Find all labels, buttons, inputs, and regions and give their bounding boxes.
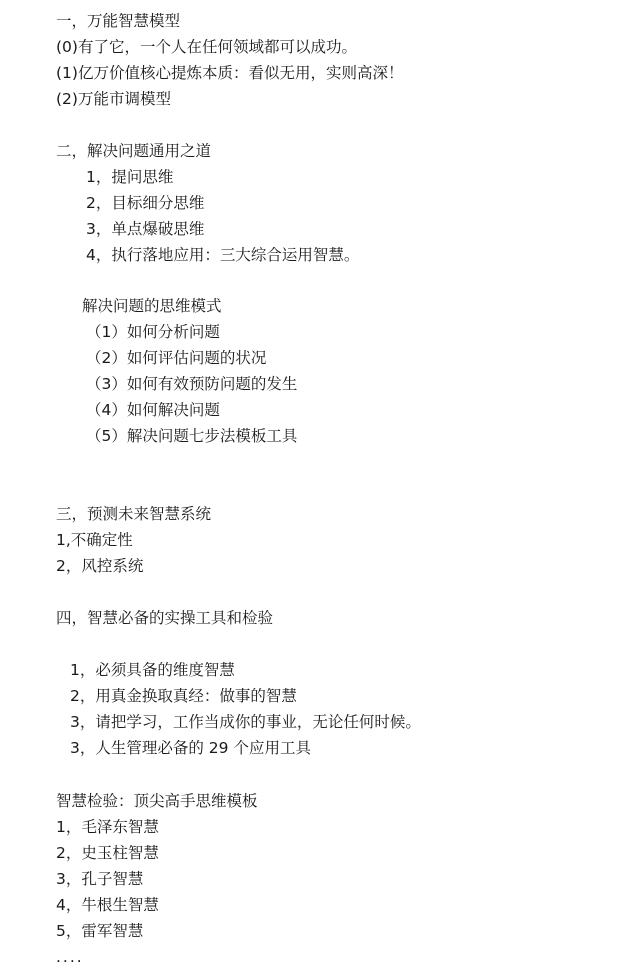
section-1-heading: 一，万能智慧模型: [56, 12, 181, 30]
section-4-item-3: 3，人生管理必备的 29 个应用工具: [70, 739, 311, 757]
check-item-0: 1，毛泽东智慧: [56, 818, 159, 836]
section-3-heading: 三，预测未来智慧系统: [56, 505, 212, 523]
section-1-item-0: (0)有了它，一个人在任何领域都可以成功。: [56, 38, 357, 56]
section-2-sub-item-3: （4）如何解决问题: [86, 401, 220, 419]
section-2-sub-item-1: （2）如何评估问题的状况: [86, 349, 267, 367]
section-2-sub-item-0: （1）如何分析问题: [86, 323, 220, 341]
section-1-item-2: (2)万能市调模型: [56, 90, 171, 108]
section-3-item-0: 1,不确定性: [56, 531, 133, 549]
section-3-item-1: 2，风控系统: [56, 557, 144, 575]
check-item-2: 3，孔子智慧: [56, 870, 144, 888]
section-4-item-0: 1，必须具备的维度智慧: [70, 661, 235, 679]
section-2-item-0: 1，提问思维: [86, 168, 174, 186]
section-2-item-1: 2，目标细分思维: [86, 194, 205, 212]
section-4-item-2: 3，请把学习，工作当成你的事业，无论任何时候。: [70, 713, 421, 731]
section-2-item-2: 3，单点爆破思维: [86, 220, 205, 238]
section-2-sub-heading: 解决问题的思维模式: [82, 297, 222, 315]
check-heading: 智慧检验：顶尖高手思维模板: [56, 792, 258, 810]
section-2-heading: 二，解决问题通用之道: [56, 142, 212, 160]
section-1-item-1: (1)亿万价值核心提炼本质：看似无用，实则高深！: [56, 64, 404, 82]
section-4-item-1: 2，用真金换取真经：做事的智慧: [70, 687, 297, 705]
check-item-3: 4，牛根生智慧: [56, 896, 159, 914]
check-item-1: 2，史玉柱智慧: [56, 844, 159, 862]
section-2-sub-item-2: （3）如何有效预防问题的发生: [86, 375, 298, 393]
section-2-item-3: 4，执行落地应用：三大综合运用智慧。: [86, 246, 360, 264]
check-item-4: 5，雷军智慧: [56, 922, 144, 940]
check-ellipsis: ....: [56, 948, 84, 966]
section-4-heading: 四，智慧必备的实操工具和检验: [56, 609, 274, 627]
section-2-sub-item-4: （5）解决问题七步法模板工具: [86, 427, 298, 445]
